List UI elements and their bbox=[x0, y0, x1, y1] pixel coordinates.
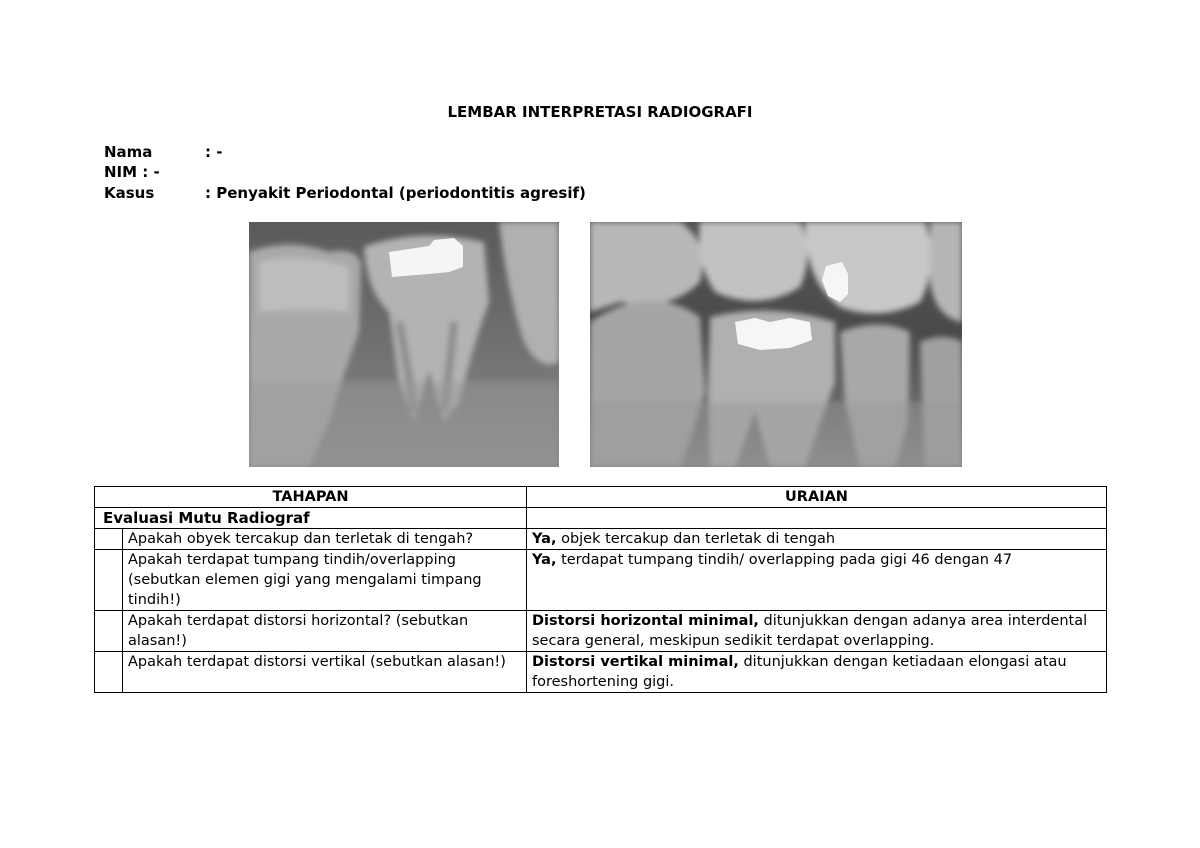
nim-label: NIM bbox=[104, 163, 138, 181]
evaluation-table bbox=[94, 486, 1107, 693]
question-cell: Apakah terdapat distorsi horizontal? (sebutkan alasan!) bbox=[123, 611, 527, 652]
table-row bbox=[95, 611, 1107, 652]
indent-cell bbox=[95, 550, 123, 611]
table-header-row bbox=[95, 487, 1107, 508]
nim-row bbox=[104, 162, 160, 182]
answer-cell bbox=[527, 611, 1107, 652]
question-cell: Apakah terdapat distorsi vertikal (sebutkan alasan!) bbox=[123, 652, 527, 693]
question-cell: Apakah terdapat tumpang tindih/overlapping (sebutkan elemen gigi yang mengalami timpang tindih!) bbox=[123, 550, 527, 611]
nama-row bbox=[104, 142, 223, 162]
nama-value: : - bbox=[205, 143, 223, 161]
answer-bold: Distorsi horizontal minimal, bbox=[532, 613, 759, 629]
nama-label: Nama bbox=[104, 143, 153, 161]
indent-cell bbox=[95, 529, 123, 550]
answer-text: terdapat tumpang tindih/ overlapping pada gigi 46 dengan 47 bbox=[556, 552, 1013, 568]
table-row bbox=[95, 652, 1107, 693]
section-empty-cell bbox=[527, 508, 1107, 529]
kasus-label: Kasus bbox=[104, 184, 155, 202]
indent-cell bbox=[95, 611, 123, 652]
header-uraian: URAIAN bbox=[527, 487, 1107, 508]
question-cell: Apakah obyek tercakup dan terletak di tengah? bbox=[123, 529, 527, 550]
answer-cell bbox=[527, 652, 1107, 693]
radiograph-left bbox=[249, 222, 559, 467]
answer-cell bbox=[527, 550, 1107, 611]
indent-cell bbox=[95, 652, 123, 693]
kasus-value: : Penyakit Periodontal (periodontitis agresif) bbox=[205, 184, 586, 202]
radiograph-right bbox=[590, 222, 962, 467]
answer-cell bbox=[527, 529, 1107, 550]
kasus-row bbox=[104, 183, 586, 203]
nim-value: : - bbox=[142, 163, 160, 181]
answer-bold: Distorsi vertikal minimal, bbox=[532, 654, 739, 670]
section-title: Evaluasi Mutu Radiograf bbox=[95, 508, 527, 529]
table-row bbox=[95, 550, 1107, 611]
answer-text: ditunjukkan dengan adanya area interdental secara general, meskipun sedikit terdapat overlapping. bbox=[532, 613, 1088, 649]
page-title: LEMBAR INTERPRETASI RADIOGRAFI bbox=[447, 103, 753, 121]
section-row bbox=[95, 508, 1107, 529]
header-tahapan: TAHAPAN bbox=[95, 487, 527, 508]
answer-text: ditunjukkan dengan ketiadaan elongasi atau foreshortening gigi. bbox=[532, 654, 1067, 690]
answer-text: objek tercakup dan terletak di tengah bbox=[556, 531, 836, 547]
table-row bbox=[95, 529, 1107, 550]
answer-bold: Ya, bbox=[532, 552, 557, 568]
answer-bold: Ya, bbox=[532, 531, 557, 547]
